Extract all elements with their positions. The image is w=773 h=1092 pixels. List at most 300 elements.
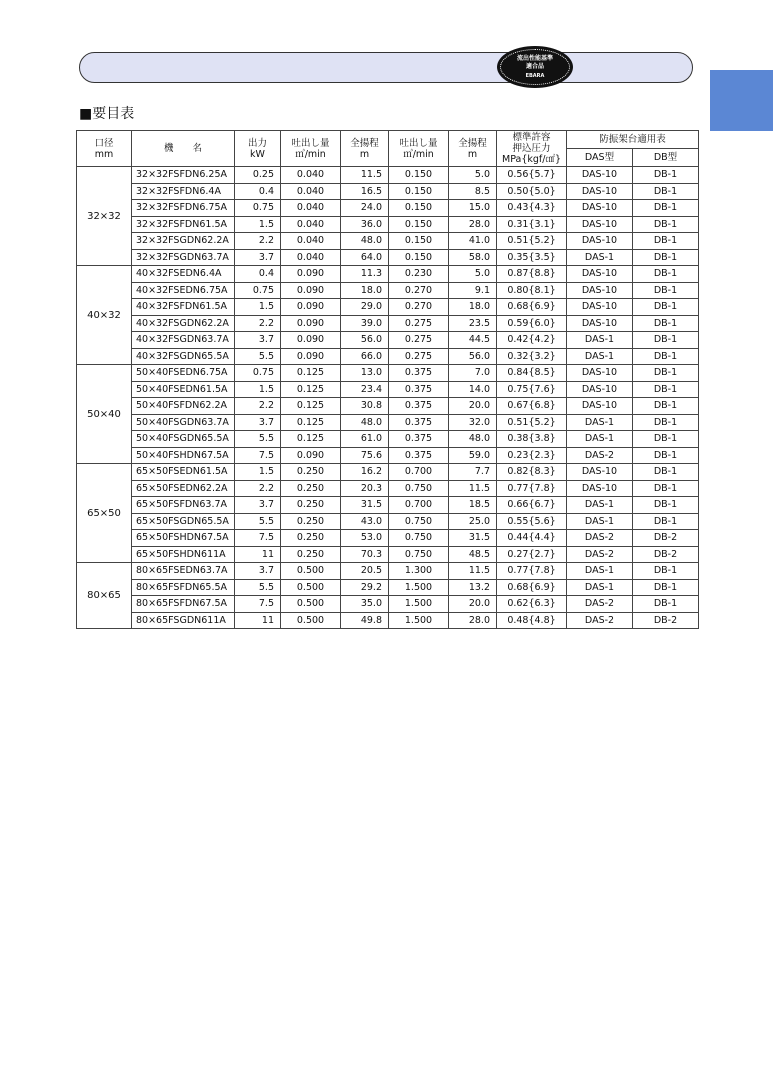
cell-head-2: 25.0: [449, 513, 497, 530]
cell-head-2: 48.0: [449, 431, 497, 448]
cell-discharge-1: 0.125: [281, 381, 341, 398]
cell-head-1: 48.0: [341, 414, 389, 431]
cell-head-1: 56.0: [341, 332, 389, 349]
table-body: [77, 167, 699, 629]
cell-head-1: 30.8: [341, 398, 389, 415]
cell-db: DB-1: [633, 266, 699, 283]
cell-head-2: 5.0: [449, 167, 497, 184]
cell-head-2: 5.0: [449, 266, 497, 283]
cell-db: DB-1: [633, 216, 699, 233]
cell-pressure: 0.56{5.7}: [497, 167, 567, 184]
cell-das: DAS-10: [567, 216, 633, 233]
cell-pressure: 0.50{5.0}: [497, 183, 567, 200]
cell-model: 40×32FSGDN65.5A: [132, 348, 235, 365]
cell-output: 3.7: [235, 249, 281, 266]
cell-head-1: 53.0: [341, 530, 389, 547]
cell-model: 65×50FSEDN61.5A: [132, 464, 235, 481]
cell-model: 32×32FSGDN63.7A: [132, 249, 235, 266]
cell-das: DAS-10: [567, 282, 633, 299]
cell-model: 40×32FSGDN62.2A: [132, 315, 235, 332]
cell-model: 50×40FSHDN67.5A: [132, 447, 235, 464]
seal-ring: [500, 49, 570, 85]
cell-discharge-2: 0.270: [389, 299, 449, 316]
cell-discharge-1: 0.040: [281, 216, 341, 233]
cell-das: DAS-10: [567, 233, 633, 250]
table-row: [77, 365, 699, 382]
cell-discharge-2: 0.150: [389, 200, 449, 217]
table-row: [77, 216, 699, 233]
cell-db: DB-1: [633, 315, 699, 332]
cell-das: DAS-2: [567, 530, 633, 547]
header-model: 機 名: [132, 131, 235, 167]
cell-discharge-2: 0.375: [389, 414, 449, 431]
cell-db: DB-1: [633, 464, 699, 481]
cell-head-1: 11.3: [341, 266, 389, 283]
cell-model: 40×32FSEDN6.75A: [132, 282, 235, 299]
cell-pressure: 0.67{6.8}: [497, 398, 567, 415]
cell-pressure: 0.77{7.8}: [497, 480, 567, 497]
cell-das: DAS-10: [567, 381, 633, 398]
cell-head-2: 56.0: [449, 348, 497, 365]
cell-head-2: 7.0: [449, 365, 497, 382]
table-row: [77, 596, 699, 613]
cell-output: 2.2: [235, 398, 281, 415]
cell-discharge-1: 0.125: [281, 414, 341, 431]
cell-das: DAS-10: [567, 315, 633, 332]
table-row: [77, 398, 699, 415]
cell-head-2: 48.5: [449, 546, 497, 563]
cell-discharge-2: 1.300: [389, 563, 449, 580]
cell-discharge-2: 0.270: [389, 282, 449, 299]
cell-pressure: 0.62{6.3}: [497, 596, 567, 613]
cell-db: DB-1: [633, 497, 699, 514]
cell-discharge-2: 0.275: [389, 348, 449, 365]
cell-output: 5.5: [235, 431, 281, 448]
header-discharge-1-label: 吐出し量: [291, 137, 330, 149]
cell-head-1: 29.2: [341, 579, 389, 596]
table-row: [77, 414, 699, 431]
cell-discharge-1: 0.500: [281, 596, 341, 613]
cell-model: 65×50FSGDN65.5A: [132, 513, 235, 530]
table-row: [77, 315, 699, 332]
cell-head-2: 58.0: [449, 249, 497, 266]
cell-output: 1.5: [235, 464, 281, 481]
cell-discharge-1: 0.090: [281, 299, 341, 316]
cell-das: DAS-10: [567, 183, 633, 200]
cell-discharge-1: 0.500: [281, 563, 341, 580]
cell-model: 80×65FSFDN67.5A: [132, 596, 235, 613]
header-bore-label: 口径: [94, 137, 114, 149]
cell-model: 32×32FSFDN6.75A: [132, 200, 235, 217]
cell-head-1: 66.0: [341, 348, 389, 365]
cell-head-1: 13.0: [341, 365, 389, 382]
cell-discharge-2: 0.150: [389, 249, 449, 266]
cell-head-2: 9.1: [449, 282, 497, 299]
table-row: [77, 299, 699, 316]
cell-model: 65×50FSFDN63.7A: [132, 497, 235, 514]
cell-das: DAS-10: [567, 299, 633, 316]
cell-das: DAS-10: [567, 200, 633, 217]
cell-head-2: 11.5: [449, 563, 497, 580]
cell-head-1: 24.0: [341, 200, 389, 217]
cell-discharge-1: 0.090: [281, 332, 341, 349]
table-row: [77, 579, 699, 596]
cell-discharge-2: 0.750: [389, 530, 449, 547]
cell-db: DB-1: [633, 447, 699, 464]
cell-discharge-1: 0.250: [281, 546, 341, 563]
cell-model: 50×40FSGDN63.7A: [132, 414, 235, 431]
cell-model: 50×40FSEDN6.75A: [132, 365, 235, 382]
cell-head-1: 75.6: [341, 447, 389, 464]
cell-pressure: 0.80{8.1}: [497, 282, 567, 299]
cell-db: DB-1: [633, 348, 699, 365]
cell-model: 80×65FSEDN63.7A: [132, 563, 235, 580]
cell-das: DAS-1: [567, 579, 633, 596]
cell-db: DB-1: [633, 332, 699, 349]
cell-model: 65×50FSHDN67.5A: [132, 530, 235, 547]
cell-model: 40×32FSEDN6.4A: [132, 266, 235, 283]
cell-discharge-2: 0.375: [389, 365, 449, 382]
cell-das: DAS-10: [567, 266, 633, 283]
cell-discharge-2: 0.700: [389, 497, 449, 514]
spec-table: [76, 130, 699, 629]
header-db: DB型: [633, 149, 699, 167]
cell-head-1: 49.8: [341, 612, 389, 629]
cell-discharge-1: 0.250: [281, 497, 341, 514]
certification-seal: [497, 46, 573, 88]
cell-discharge-1: 0.040: [281, 183, 341, 200]
cell-head-1: 43.0: [341, 513, 389, 530]
cell-db: DB-1: [633, 299, 699, 316]
cell-output: 5.5: [235, 579, 281, 596]
cell-discharge-1: 0.040: [281, 167, 341, 184]
table-row: [77, 546, 699, 563]
cell-pressure: 0.32{3.2}: [497, 348, 567, 365]
cell-head-1: 23.4: [341, 381, 389, 398]
table-row: [77, 233, 699, 250]
cell-model: 80×65FSGDN611A: [132, 612, 235, 629]
cell-head-2: 14.0: [449, 381, 497, 398]
cell-db: DB-1: [633, 167, 699, 184]
cell-discharge-2: 0.375: [389, 381, 449, 398]
header-pressure: [497, 131, 567, 167]
cell-output: 2.2: [235, 315, 281, 332]
cell-model: 40×32FSFDN61.5A: [132, 299, 235, 316]
cell-head-2: 41.0: [449, 233, 497, 250]
cell-das: DAS-10: [567, 398, 633, 415]
cell-model: 32×32FSFDN6.25A: [132, 167, 235, 184]
cell-db: DB-1: [633, 183, 699, 200]
header-output-unit: kW: [250, 148, 265, 160]
cell-output: 11: [235, 546, 281, 563]
cell-db: DB-1: [633, 596, 699, 613]
cell-head-1: 64.0: [341, 249, 389, 266]
cell-db: DB-1: [633, 282, 699, 299]
cell-discharge-1: 0.125: [281, 398, 341, 415]
cell-db: DB-2: [633, 612, 699, 629]
cell-output: 11: [235, 612, 281, 629]
cell-discharge-1: 0.125: [281, 365, 341, 382]
cell-head-1: 31.5: [341, 497, 389, 514]
cell-bore-size: 32×32: [77, 167, 132, 266]
table-row: [77, 464, 699, 481]
table-row: [77, 200, 699, 217]
cell-head-2: 18.5: [449, 497, 497, 514]
cell-pressure: 0.59{6.0}: [497, 315, 567, 332]
cell-head-1: 35.0: [341, 596, 389, 613]
cell-head-1: 70.3: [341, 546, 389, 563]
cell-discharge-1: 0.090: [281, 282, 341, 299]
cell-pressure: 0.27{2.7}: [497, 546, 567, 563]
header-banner: [79, 52, 693, 83]
cell-das: DAS-2: [567, 596, 633, 613]
cell-pressure: 0.31{3.1}: [497, 216, 567, 233]
cell-db: DB-1: [633, 414, 699, 431]
cell-pressure: 0.75{7.6}: [497, 381, 567, 398]
cell-das: DAS-2: [567, 612, 633, 629]
cell-output: 0.75: [235, 282, 281, 299]
cell-output: 1.5: [235, 216, 281, 233]
cell-discharge-1: 0.040: [281, 200, 341, 217]
cell-discharge-2: 0.750: [389, 546, 449, 563]
cell-output: 5.5: [235, 513, 281, 530]
header-output-label: 出力: [247, 137, 267, 149]
cell-output: 7.5: [235, 596, 281, 613]
cell-model: 50×40FSFDN62.2A: [132, 398, 235, 415]
header-bore: [77, 131, 132, 167]
cell-head-2: 15.0: [449, 200, 497, 217]
cell-discharge-2: 0.150: [389, 233, 449, 250]
cell-pressure: 0.43{4.3}: [497, 200, 567, 217]
cell-output: 5.5: [235, 348, 281, 365]
cell-discharge-1: 0.250: [281, 480, 341, 497]
seal-line1: 流出性能基準: [516, 54, 553, 62]
cell-output: 1.5: [235, 299, 281, 316]
cell-model: 50×40FSGDN65.5A: [132, 431, 235, 448]
cell-head-2: 20.0: [449, 596, 497, 613]
cell-das: DAS-10: [567, 480, 633, 497]
cell-das: DAS-2: [567, 447, 633, 464]
cell-pressure: 0.51{5.2}: [497, 414, 567, 431]
cell-discharge-1: 0.500: [281, 612, 341, 629]
cell-output: 2.2: [235, 480, 281, 497]
header-discharge-1-unit: ㎥/min: [295, 148, 326, 160]
cell-pressure: 0.23{2.3}: [497, 447, 567, 464]
cell-discharge-2: 0.275: [389, 332, 449, 349]
table-row: [77, 266, 699, 283]
table-row: [77, 332, 699, 349]
cell-discharge-2: 1.500: [389, 612, 449, 629]
cell-head-1: 48.0: [341, 233, 389, 250]
cell-db: DB-1: [633, 398, 699, 415]
cell-pressure: 0.44{4.4}: [497, 530, 567, 547]
table-row: [77, 480, 699, 497]
cell-pressure: 0.42{4.2}: [497, 332, 567, 349]
seal-brand-logo: EBARA: [525, 72, 545, 79]
section-title: ■要目表: [79, 106, 135, 122]
cell-pressure: 0.82{8.3}: [497, 464, 567, 481]
table-row: [77, 381, 699, 398]
cell-db: DB-1: [633, 365, 699, 382]
cell-pressure: 0.77{7.8}: [497, 563, 567, 580]
header-mount: 防振架台適用表: [567, 131, 699, 149]
cell-discharge-2: 0.750: [389, 480, 449, 497]
cell-discharge-2: 1.500: [389, 579, 449, 596]
cell-head-1: 29.0: [341, 299, 389, 316]
cell-pressure: 0.84{8.5}: [497, 365, 567, 382]
cell-das: DAS-2: [567, 546, 633, 563]
cell-das: DAS-1: [567, 563, 633, 580]
cell-head-1: 18.0: [341, 282, 389, 299]
header-head-2-unit: m: [467, 148, 478, 160]
cell-output: 0.25: [235, 167, 281, 184]
cell-bore-size: 50×40: [77, 365, 132, 464]
cell-bore-size: 40×32: [77, 266, 132, 365]
cell-das: DAS-10: [567, 464, 633, 481]
table-row: [77, 563, 699, 580]
cell-discharge-2: 0.275: [389, 315, 449, 332]
cell-das: DAS-1: [567, 513, 633, 530]
table-row: [77, 513, 699, 530]
header-discharge-2-unit: ㎥/min: [403, 148, 434, 160]
header-discharge-1: [281, 131, 341, 167]
cell-das: DAS-1: [567, 348, 633, 365]
cell-head-1: 20.3: [341, 480, 389, 497]
header-discharge-2-label: 吐出し量: [399, 137, 438, 149]
cell-discharge-1: 0.090: [281, 348, 341, 365]
cell-discharge-1: 0.250: [281, 464, 341, 481]
cell-pressure: 0.38{3.8}: [497, 431, 567, 448]
header-pressure-line2: 押込圧力: [512, 143, 551, 154]
cell-output: 3.7: [235, 414, 281, 431]
cell-head-2: 28.0: [449, 612, 497, 629]
header-head-1-label: 全揚程: [350, 137, 379, 149]
cell-head-1: 16.5: [341, 183, 389, 200]
cell-output: 1.5: [235, 381, 281, 398]
cell-das: DAS-1: [567, 431, 633, 448]
cell-discharge-2: 0.150: [389, 216, 449, 233]
cell-head-1: 39.0: [341, 315, 389, 332]
cell-head-2: 23.5: [449, 315, 497, 332]
header-das: DAS型: [567, 149, 633, 167]
cell-head-1: 61.0: [341, 431, 389, 448]
cell-model: 65×50FSEDN62.2A: [132, 480, 235, 497]
table-row: [77, 282, 699, 299]
cell-discharge-1: 0.250: [281, 513, 341, 530]
cell-discharge-1: 0.090: [281, 315, 341, 332]
table-row: [77, 348, 699, 365]
header-head-2: [449, 131, 497, 167]
cell-db: DB-1: [633, 563, 699, 580]
cell-head-2: 8.5: [449, 183, 497, 200]
table-row: [77, 431, 699, 448]
cell-discharge-1: 0.090: [281, 447, 341, 464]
header-head-2-label: 全揚程: [458, 137, 487, 149]
cell-output: 2.2: [235, 233, 281, 250]
cell-discharge-2: 0.375: [389, 447, 449, 464]
cell-output: 0.4: [235, 183, 281, 200]
cell-discharge-2: 0.375: [389, 431, 449, 448]
cell-head-2: 20.0: [449, 398, 497, 415]
cell-discharge-2: 0.750: [389, 513, 449, 530]
cell-model: 50×40FSEDN61.5A: [132, 381, 235, 398]
cell-db: DB-1: [633, 513, 699, 530]
cell-pressure: 0.68{6.9}: [497, 299, 567, 316]
header-bore-unit: mm: [94, 148, 114, 160]
cell-pressure: 0.87{8.8}: [497, 266, 567, 283]
seal-line2: 適合品: [525, 62, 544, 70]
header-pressure-line3: MPa{kgf/㎠}: [502, 154, 561, 165]
cell-discharge-1: 0.500: [281, 579, 341, 596]
cell-head-1: 11.5: [341, 167, 389, 184]
cell-head-2: 7.7: [449, 464, 497, 481]
cell-discharge-2: 0.150: [389, 183, 449, 200]
cell-head-2: 13.2: [449, 579, 497, 596]
cell-model: 65×50FSHDN611A: [132, 546, 235, 563]
cell-das: DAS-10: [567, 365, 633, 382]
table-row: [77, 530, 699, 547]
cell-db: DB-2: [633, 530, 699, 547]
cell-db: DB-1: [633, 200, 699, 217]
cell-head-2: 11.5: [449, 480, 497, 497]
cell-db: DB-1: [633, 233, 699, 250]
cell-discharge-1: 0.125: [281, 431, 341, 448]
cell-discharge-2: 0.230: [389, 266, 449, 283]
cell-pressure: 0.35{3.5}: [497, 249, 567, 266]
cell-head-1: 16.2: [341, 464, 389, 481]
cell-das: DAS-1: [567, 249, 633, 266]
cell-model: 32×32FSFDN61.5A: [132, 216, 235, 233]
table-row: [77, 447, 699, 464]
table-row: [77, 497, 699, 514]
header-pressure-line1: 標準許容: [512, 132, 551, 143]
cell-discharge-1: 0.250: [281, 530, 341, 547]
cell-db: DB-1: [633, 579, 699, 596]
cell-output: 0.4: [235, 266, 281, 283]
header-discharge-2: [389, 131, 449, 167]
cell-discharge-1: 0.090: [281, 266, 341, 283]
cell-bore-size: 80×65: [77, 563, 132, 629]
cell-das: DAS-10: [567, 167, 633, 184]
cell-head-2: 18.0: [449, 299, 497, 316]
cell-pressure: 0.55{5.6}: [497, 513, 567, 530]
cell-pressure: 0.66{6.7}: [497, 497, 567, 514]
cell-head-2: 32.0: [449, 414, 497, 431]
table-row: [77, 167, 699, 184]
cell-das: DAS-1: [567, 414, 633, 431]
cell-output: 3.7: [235, 332, 281, 349]
cell-output: 3.7: [235, 563, 281, 580]
cell-head-2: 44.5: [449, 332, 497, 349]
cell-pressure: 0.48{4.8}: [497, 612, 567, 629]
cell-db: DB-1: [633, 431, 699, 448]
cell-output: 0.75: [235, 365, 281, 382]
cell-discharge-1: 0.040: [281, 233, 341, 250]
cell-bore-size: 65×50: [77, 464, 132, 563]
header-head-1: [341, 131, 389, 167]
cell-pressure: 0.68{6.9}: [497, 579, 567, 596]
cell-das: DAS-1: [567, 332, 633, 349]
cell-db: DB-1: [633, 381, 699, 398]
cell-db: DB-2: [633, 546, 699, 563]
cell-model: 32×32FSFDN6.4A: [132, 183, 235, 200]
cell-output: 3.7: [235, 497, 281, 514]
cell-discharge-2: 0.375: [389, 398, 449, 415]
header-output: [235, 131, 281, 167]
table-row: [77, 612, 699, 629]
cell-discharge-1: 0.040: [281, 249, 341, 266]
header-head-1-unit: m: [359, 148, 370, 160]
